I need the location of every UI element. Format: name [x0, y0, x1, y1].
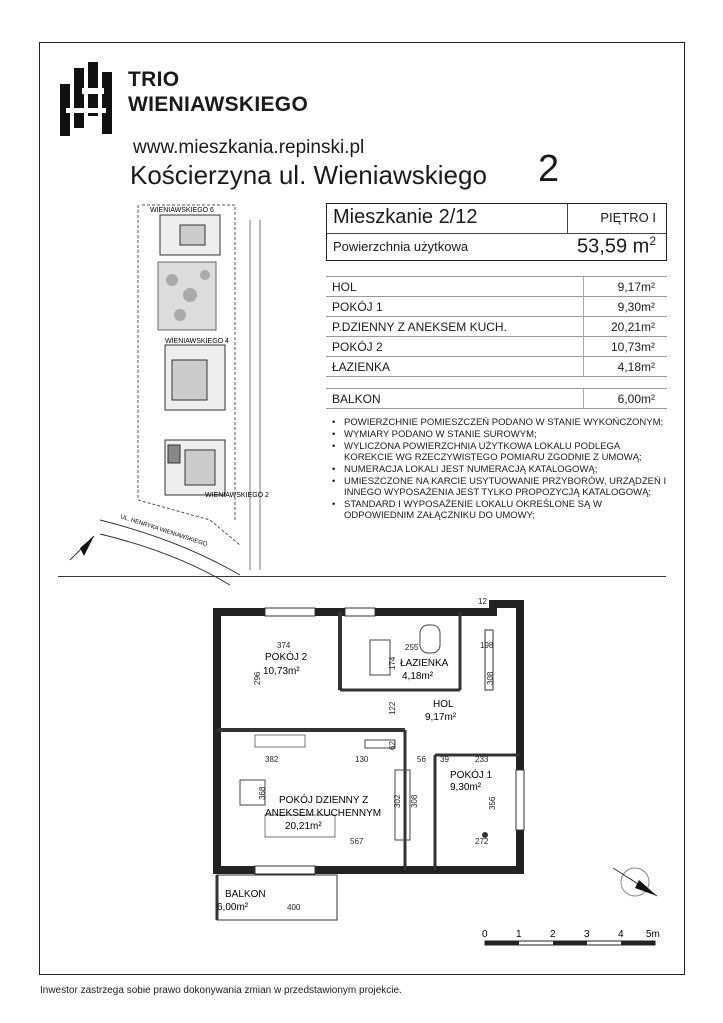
- room-row: P.DZIENNY Z ANEKSEM KUCH. 20,21m²: [326, 317, 667, 337]
- note-item: • POWIERZCHNIE POMIESZCZEŃ PODANO W STANIE WYKOŃCZONYM;: [330, 417, 670, 428]
- svg-text:3: 3: [584, 929, 590, 940]
- plan-area-hol: 9,17m²: [425, 712, 457, 723]
- svg-text:400: 400: [287, 903, 301, 912]
- svg-text:12: 12: [478, 597, 487, 606]
- plan-label-balkon: BALKON: [225, 889, 266, 900]
- scale-bar: [482, 929, 660, 945]
- address-title: Kościerzyna ul. Wieniawskiego 2: [130, 148, 560, 190]
- trio-logo-icon: [58, 58, 124, 140]
- room-list: [326, 276, 667, 377]
- plan-label-pokoj1: POKÓJ 1: [450, 770, 493, 781]
- sitemap-label-4: WIENIAWSKIEGO 4: [165, 338, 229, 345]
- svg-text:174: 174: [388, 656, 397, 670]
- sitemap-label-2: WIENIAWSKIEGO 2: [205, 492, 269, 499]
- brand-name: TRIO WIENIAWSKIEGO: [128, 68, 309, 116]
- room-row: POKÓJ 2 10,73m²: [326, 337, 667, 357]
- note-item: • NUMERACJA LOKALI JEST NUMERACJĄ KATALOGOWĄ;: [330, 464, 670, 475]
- balcony-row: BALKON 6,00m²: [326, 388, 667, 409]
- unit-area-value: 53,59 $m^2$: [577, 234, 656, 258]
- unit-area-label: Powierzchnia użytkowa: [333, 239, 469, 254]
- plan-north-arrow-icon: [613, 868, 657, 896]
- svg-text:2: 2: [550, 929, 556, 940]
- svg-text:296: 296: [253, 671, 262, 685]
- svg-text:56: 56: [417, 755, 426, 764]
- note-item: • WYMIARY PODANO W STANIE SUROWYM;: [330, 429, 670, 440]
- svg-text:382: 382: [265, 755, 279, 764]
- svg-text:62: 62: [388, 741, 397, 750]
- svg-text:255: 255: [405, 643, 419, 652]
- svg-text:130: 130: [355, 755, 369, 764]
- plan-label-living-2: ANEKSEM KUCHENNYM: [265, 808, 382, 819]
- site-map: [60, 200, 269, 570]
- svg-text:198: 198: [480, 641, 494, 650]
- unit-title: Mieszkanie 2/12: [333, 206, 478, 228]
- unit-floor: PIĘTRO I: [600, 210, 656, 225]
- north-arrow-icon: [70, 536, 94, 560]
- sitemap-street-label: UL. HENRYKA WIENIAWSKIEGO: [119, 514, 208, 549]
- plan-label-living: POKÓJ DZIENNY Z: [279, 795, 369, 806]
- svg-text:308: 308: [486, 671, 495, 685]
- room-row: ŁAZIENKA 4,18m²: [326, 357, 667, 377]
- svg-text:272: 272: [475, 837, 489, 846]
- note-item: • STANDARD I WYPOSAŻENIE LOKALU OKREŚLONE SĄ W ODPOWIEDNIM ZAŁĄCZNIKU DO UMOWY;: [330, 499, 670, 521]
- svg-text:374: 374: [277, 641, 291, 650]
- room-row: HOL 9,17m²: [326, 277, 667, 297]
- svg-text:5m: 5m: [646, 929, 660, 940]
- room-row: POKÓJ 1 9,30m²: [326, 297, 667, 317]
- svg-text:4: 4: [618, 929, 624, 940]
- plan-area-lazienka: 4,18m²: [402, 671, 434, 682]
- svg-text:302: 302: [393, 794, 402, 808]
- svg-text:308: 308: [410, 794, 419, 808]
- section-divider: [58, 576, 666, 577]
- note-item: • WYLICZONA POWIERZCHNIA UŻYTKOWA LOKALU PODLEGA KOREKCIE WG RZECZYWISTEGO POMIARU ZGODNIE Z UMOWĄ;: [330, 441, 670, 463]
- svg-text:1: 1: [516, 929, 522, 940]
- plan-label-lazienka: ŁAZIENKA: [400, 658, 449, 669]
- svg-text:0: 0: [482, 929, 488, 940]
- note-item: • UMIESZCZONE NA KARCIE USYTUOWANIE PRZYBORÓW, URZĄDZEŃ I INNEGO WYPOSAŻENIA JEST TYLKO PROPOZYCJĄ KATALOGOWĄ;: [330, 476, 670, 498]
- website-link[interactable]: www.mieszkania.repinski.pl: [133, 137, 365, 158]
- footer-disclaimer: Inwestor zastrzega sobie prawo dokonywania zmian w przedstawionym projekcie.: [40, 985, 402, 996]
- svg-text:356: 356: [488, 796, 497, 810]
- plan-label-pokoj2: POKÓJ 2: [265, 652, 308, 663]
- svg-text:39: 39: [440, 755, 449, 764]
- plan-area-pokoj2: 10,73m²: [263, 666, 300, 677]
- notes-list: [330, 417, 670, 522]
- plan-label-hol: HOL: [433, 699, 454, 710]
- svg-text:233: 233: [475, 755, 489, 764]
- plan-area-balkon: 6,00m²: [217, 902, 249, 913]
- floor-plan: [195, 590, 685, 970]
- svg-text:122: 122: [388, 701, 397, 715]
- plan-area-pokoj1: 9,30m²: [450, 782, 482, 793]
- sitemap-label-6: WIENIAWSKIEGO 6: [150, 207, 214, 214]
- unit-header: [326, 203, 667, 261]
- svg-text:567: 567: [350, 837, 364, 846]
- svg-text:368: 368: [258, 786, 267, 800]
- plan-area-living: 20,21m²: [285, 821, 322, 832]
